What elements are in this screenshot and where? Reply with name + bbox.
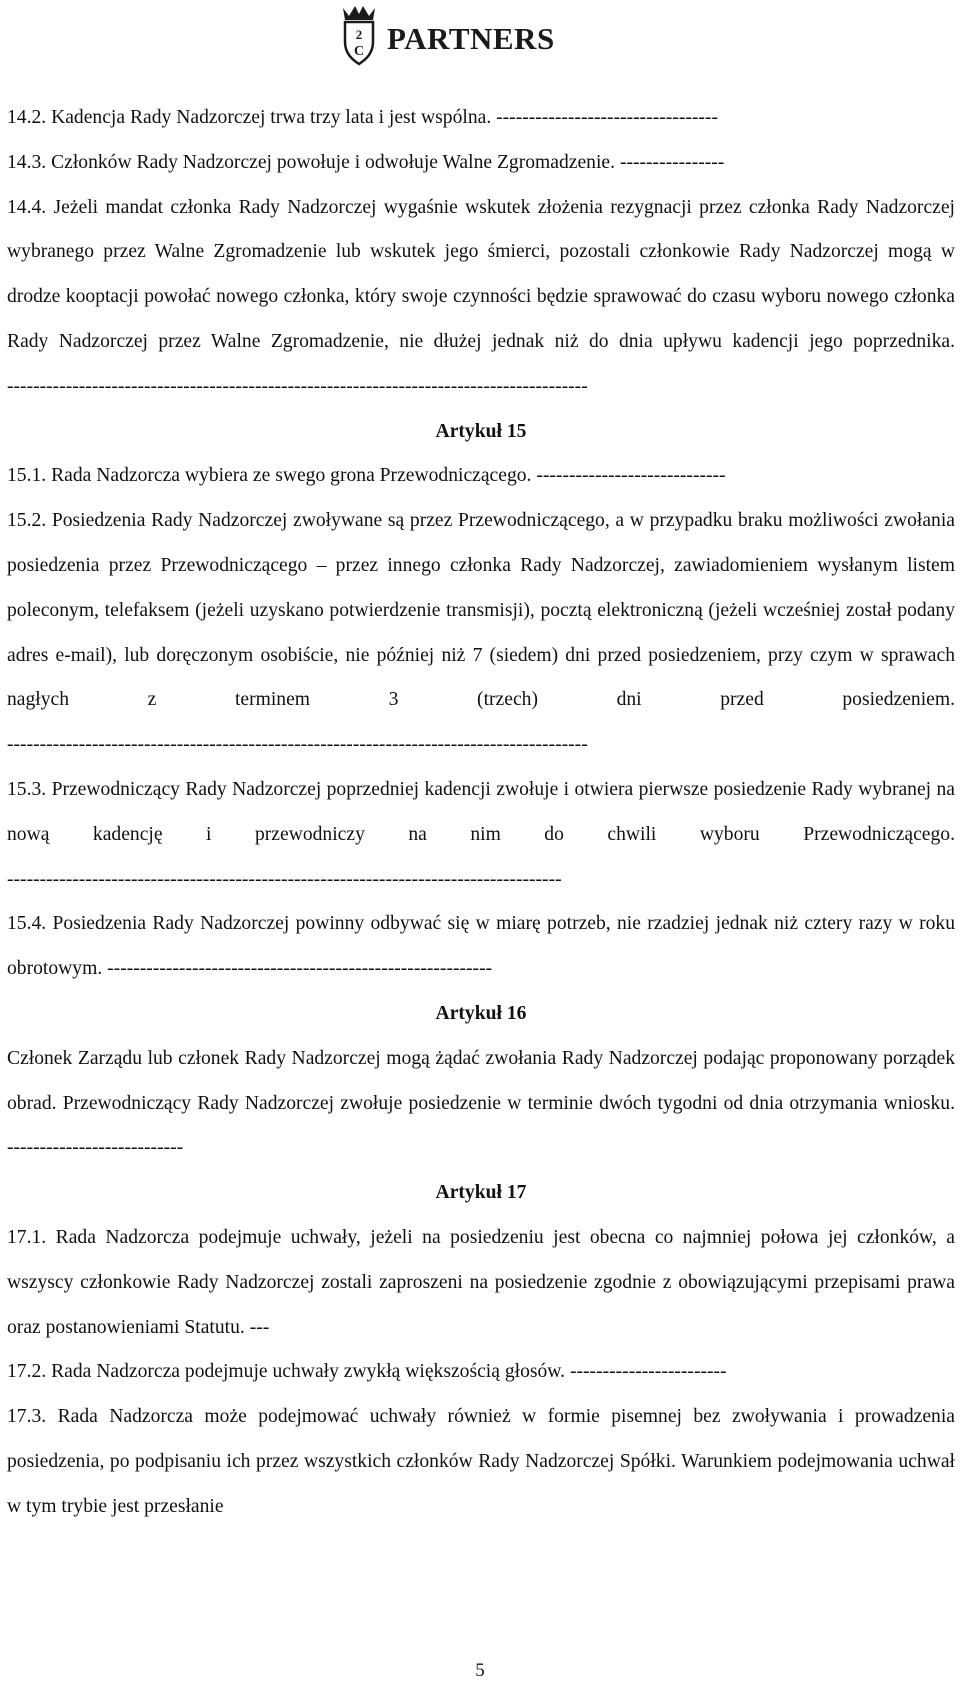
paragraph-text: 15.2. Posiedzenia Rady Nadzorczej zwoływane są przez Przewodniczącego, a w przypadku braku możliwości zwołania posiedzenia przez Przewodniczącego – przez innego członka Rady Nadzorczej, zawiadomieniem wysłanym listem poleconym, telefaksem (jeżeli uzyskano potwierdzenie transmisji), pocztą elektroniczną (jeżeli wcześniej został podany adres e-mail), lub doręczonym osobiście, nie później niż 7 (siedem) dni przed posiedzeniem, przy czym w sprawach nagłych z terminem 3 (trzech) dni przed posiedzeniem. xyxy=(7,510,955,711)
paragraph-text: Członek Zarządu lub członek Rady Nadzorczej mogą żądać zwołania Rady Nadzorczej podając proponowany porządek obrad. Przewodniczący Rady Nadzorczej zwołuje posiedzenie w terminie dwóch tygodni od dnia otrzymania wniosku. xyxy=(7,1047,955,1114)
dash-filler: ----------------------------------------------------------------------------------------- xyxy=(7,734,588,756)
paragraph xyxy=(7,141,955,186)
logo-text: PARTNERS xyxy=(387,21,555,56)
paragraph-text: 17.3. Rada Nadzorcza może podejmować uchwały również w formie pisemnej bez zwoływania i prowadzenia posiedzenia, po podpisaniu ich przez wszystkich członków Rady Nadzorczej Spółki. Warunkiem podejmowania uchwał w tym trybie jest przesłanie xyxy=(7,1406,955,1517)
article-heading xyxy=(7,992,955,1037)
paragraph-text: 15.3. Przewodniczący Rady Nadzorczej poprzedniej kadencji zwołuje i otwiera pierwsze posiedzenie Rady wybranej na nową kadencję i przewodniczy na nim do chwili wyboru Przewodniczącego. xyxy=(7,778,955,845)
paragraph-text: Artykuł 15 xyxy=(435,420,527,442)
paragraph-text: Artykuł 16 xyxy=(435,1002,527,1024)
dash-filler: --- xyxy=(249,1316,270,1338)
article-heading xyxy=(7,410,955,455)
dash-filler: ----------------------------------------------------------------------------------------- xyxy=(7,375,588,397)
paragraph-text: 15.4. Posiedzenia Rady Nadzorczej powinny odbywać się w miarę potrzeb, nie rzadziej jednak niż cztery razy w roku obrotowym. xyxy=(7,913,955,980)
paragraph-text: 15.1. Rada Nadzorcza wybiera ze swego grona Przewodniczącego. xyxy=(7,465,532,487)
paragraph-text: 14.3. Członków Rady Nadzorczej powołuje i odwołuje Walne Zgromadzenie. xyxy=(7,151,616,173)
dash-filler: ---------------------------------- xyxy=(496,107,718,128)
dash-filler: ---------------- xyxy=(619,151,725,173)
paragraph xyxy=(7,186,955,410)
dash-filler: ----------------------------------------------------------- xyxy=(107,958,493,980)
paragraph xyxy=(7,768,955,902)
dash-filler: ------------------------ xyxy=(569,1361,727,1383)
paragraph xyxy=(7,454,955,499)
paragraph xyxy=(7,1037,955,1171)
dash-filler: ------------------------------------------------------------------------------------- xyxy=(7,868,562,890)
page-number: 5 xyxy=(475,1660,485,1681)
svg-text:C: C xyxy=(353,44,365,59)
paragraph-text: 14.4. Jeżeli mandat członka Rady Nadzorczej wygaśnie wskutek złożenia rezygnacji przez członka Rady Nadzorczej wybranego przez Walne Zgromadzenie lub wskutek jego śmierci, pozostali członkowie Rady Nadzorczej mogą w drodze kooptacji powołać nowego członka, który swoje czynności będzie sprawować do czasu wyboru nowego członka Rady Nadzorczej przez Walne Zgromadzenie, nie dłużej jednak niż do dnia upływu kadencji jego poprzednika. xyxy=(7,196,955,352)
company-logo xyxy=(333,4,555,66)
paragraph xyxy=(7,1216,955,1350)
crest-icon xyxy=(333,4,385,66)
svg-text:2: 2 xyxy=(355,27,363,42)
paragraph xyxy=(7,1395,955,1529)
paragraph xyxy=(7,902,955,992)
page-header xyxy=(0,4,960,68)
paragraph-text: 17.2. Rada Nadzorcza podejmuje uchwały zwykłą większością głosów. xyxy=(7,1361,566,1383)
paragraph xyxy=(7,96,955,141)
paragraph-text: Artykuł 17 xyxy=(435,1182,527,1204)
dash-filler: --------------------------- xyxy=(7,1137,184,1159)
paragraph xyxy=(7,499,955,768)
article-heading xyxy=(7,1171,955,1216)
paragraph xyxy=(7,1350,955,1395)
paragraph-text: 17.1. Rada Nadzorcza podejmuje uchwały, jeżeli na posiedzeniu jest obecna co najmniej połowa jej członków, a wszyscy członkowie Rady Nadzorczej zostali zaproszeni na posiedzenie zgodnie z obowiązującymi przepisami prawa oraz postanowieniami Statutu. xyxy=(7,1226,955,1338)
document-body xyxy=(7,96,955,1530)
dash-filler: ----------------------------- xyxy=(536,465,726,487)
paragraph-text: 14.2. Kadencja Rady Nadzorczej trwa trzy lata i jest wspólna. xyxy=(7,107,492,128)
